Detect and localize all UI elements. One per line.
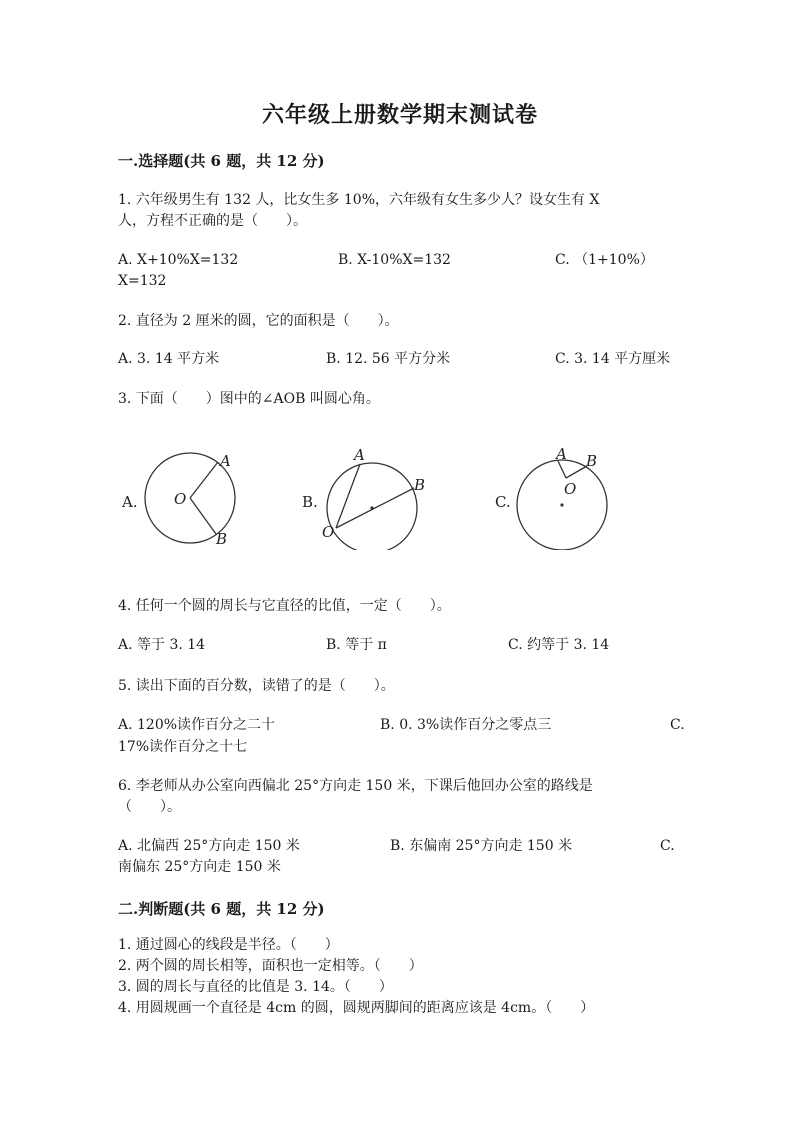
question-1-option-c: C. （1+10%） xyxy=(555,252,654,268)
figure-a-point-o: O xyxy=(174,490,187,508)
question-3-text: 3. 下面（ ）图中的∠AOB 叫圆心角。 xyxy=(118,391,380,407)
figure-c-point-o: O xyxy=(564,480,577,498)
judgment-item-1: 1. 通过圆心的线段是半径。（ ） xyxy=(118,937,339,953)
figure-b-point-b: B xyxy=(414,476,426,494)
question-5-option-b: B. 0. 3%读作百分之零点三 xyxy=(380,717,552,733)
question-2-option-c: C. 3. 14 平方厘米 xyxy=(555,351,671,367)
figure-c-center-dot xyxy=(560,503,563,506)
figure-a-label: A. xyxy=(122,493,138,511)
question-3-figures xyxy=(110,440,700,550)
question-1-option-c-cont: X=132 xyxy=(118,273,167,289)
question-5-option-a: A. 120%读作百分之二十 xyxy=(118,717,276,733)
question-6-line-2: （ ）。 xyxy=(118,799,181,815)
figure-c-point-a: A xyxy=(556,445,567,463)
figure-b-point-a: A xyxy=(354,446,365,464)
question-4-option-a: A. 等于 3. 14 xyxy=(118,637,206,653)
figure-c-point-b: B xyxy=(586,452,598,470)
figure-a-radius-oa xyxy=(190,462,218,498)
question-4-text: 4. 任何一个圆的周长与它直径的比值，一定（ ）。 xyxy=(118,598,451,614)
section-1-heading: 一.选择题(共 6 题，共 12 分) xyxy=(118,152,325,170)
figure-b-point-o: O xyxy=(322,523,335,541)
question-1-option-a: A. X+10%X=132 xyxy=(118,252,239,268)
question-2-option-b: B. 12. 56 平方分米 xyxy=(326,351,451,367)
question-5-option-c-cont: 17%读作百分之十七 xyxy=(118,739,248,755)
question-6-option-a: A. 北偏西 25°方向走 150 米 xyxy=(118,838,300,854)
figure-b-chord-ob xyxy=(336,488,414,528)
question-6-option-b: B. 东偏南 25°方向走 150 米 xyxy=(390,838,573,854)
figure-b-label: B. xyxy=(302,493,318,511)
section-2-heading: 二.判断题(共 6 题，共 12 分) xyxy=(118,900,325,918)
judgment-item-2: 2. 两个圆的周长相等，面积也一定相等。（ ） xyxy=(118,958,423,974)
question-6-option-c-cont: 南偏东 25°方向走 150 米 xyxy=(118,859,281,875)
page-title: 六年级上册数学期末测试卷 xyxy=(261,102,538,128)
figure-b-chord-oa xyxy=(336,464,360,528)
question-4-option-c: C. 约等于 3. 14 xyxy=(508,637,610,653)
question-2-text: 2. 直径为 2 厘米的圆，它的面积是（ ）。 xyxy=(118,313,399,329)
question-6-line-1: 6. 李老师从办公室向西偏北 25°方向走 150 米，下课后他回办公室的路线是 xyxy=(118,778,593,794)
question-4-option-b: B. 等于 π xyxy=(326,637,387,653)
figure-a-point-a: A xyxy=(220,452,231,470)
question-6-option-c: C. xyxy=(660,838,675,854)
question-1-line-2: 人，方程不正确的是（ ）。 xyxy=(118,213,307,229)
question-2-option-a: A. 3. 14 平方米 xyxy=(118,351,220,367)
judgment-item-4: 4. 用圆规画一个直径是 4cm 的圆，圆规两脚间的距离应该是 4cm。（ ） xyxy=(118,1000,595,1016)
figure-a-radius-ob xyxy=(190,498,216,534)
figure-c-ray-ob xyxy=(566,466,587,478)
question-5-option-c: C. xyxy=(670,717,685,733)
figure-a-point-b: B xyxy=(216,530,228,548)
judgment-item-3: 3. 圆的周长与直径的比值是 3. 14。（ ） xyxy=(118,979,393,995)
figure-c-ray-oa xyxy=(558,461,566,478)
question-5-text: 5. 读出下面的百分数，读错了的是（ ）。 xyxy=(118,678,395,694)
question-1-option-b: B. X-10%X=132 xyxy=(338,252,451,268)
figure-c-label: C. xyxy=(495,493,511,511)
question-1-line-1: 1. 六年级男生有 132 人，比女生多 10%，六年级有女生多少人？设女生有 X xyxy=(118,192,600,208)
